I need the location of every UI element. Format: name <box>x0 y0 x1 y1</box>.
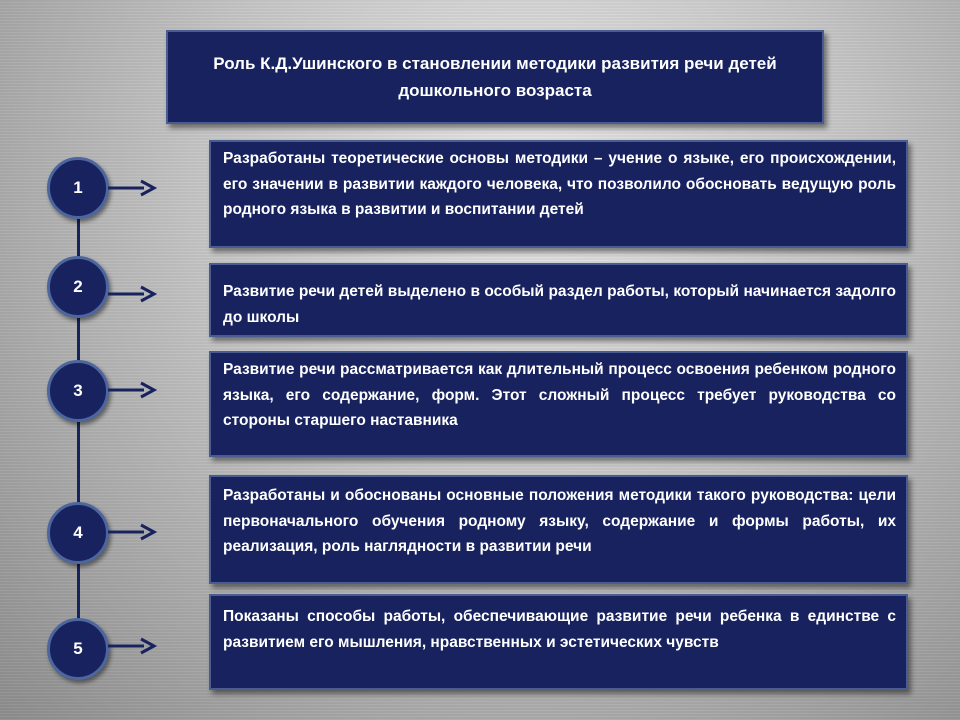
step-number-1: 1 <box>73 178 83 197</box>
step-text-1: Разработаны теоретические основы методики – учение о языке, его происхождении, его значении в развитии каждого человека, что позволило обосновать ведущую роль родного языка в развитии и воспитании детей <box>223 150 896 218</box>
step-card-1 <box>209 140 908 248</box>
step-number-5: 5 <box>73 639 83 658</box>
arrow-right-icon <box>108 522 158 542</box>
arrow-right-icon <box>108 284 158 304</box>
step-card-4 <box>209 475 908 584</box>
arrow-right-icon <box>108 178 158 198</box>
step-number-2: 2 <box>73 277 83 296</box>
arrow-right-icon <box>108 636 158 656</box>
step-text-3: Развитие речи рассматривается как длительный процесс освоения ребенком родного языка, его содержание, форм. Этот сложный процесс требует руководства со стороны старшего наставника <box>223 361 896 429</box>
step-node-4 <box>47 502 109 564</box>
step-card-2 <box>209 263 908 337</box>
step-number-4: 4 <box>73 523 83 542</box>
step-card-3 <box>209 351 908 457</box>
step-card-5 <box>209 594 908 690</box>
step-node-5 <box>47 618 109 680</box>
step-node-2 <box>47 256 109 318</box>
arrow-right-icon <box>108 380 158 400</box>
step-node-3 <box>47 360 109 422</box>
step-node-1 <box>47 157 109 219</box>
step-text-4: Разработаны и обоснованы основные положения методики такого руководства: цели первоначального обучения родному языку, содержание и формы работы, их реализация, роль наглядности в развитии речи <box>223 487 896 555</box>
diagram-title: Роль К.Д.Ушинского в становлении методики развития речи детей дошкольного возраста <box>213 54 777 100</box>
step-number-3: 3 <box>73 381 83 400</box>
title-box <box>166 30 824 124</box>
step-text-5: Показаны способы работы, обеспечивающие развитие речи ребенка в единстве с развитием его мышления, нравственных и эстетических чувств <box>223 608 896 651</box>
step-text-2: Развитие речи детей выделено в особый раздел работы, который начинается задолго до школы <box>223 283 896 326</box>
